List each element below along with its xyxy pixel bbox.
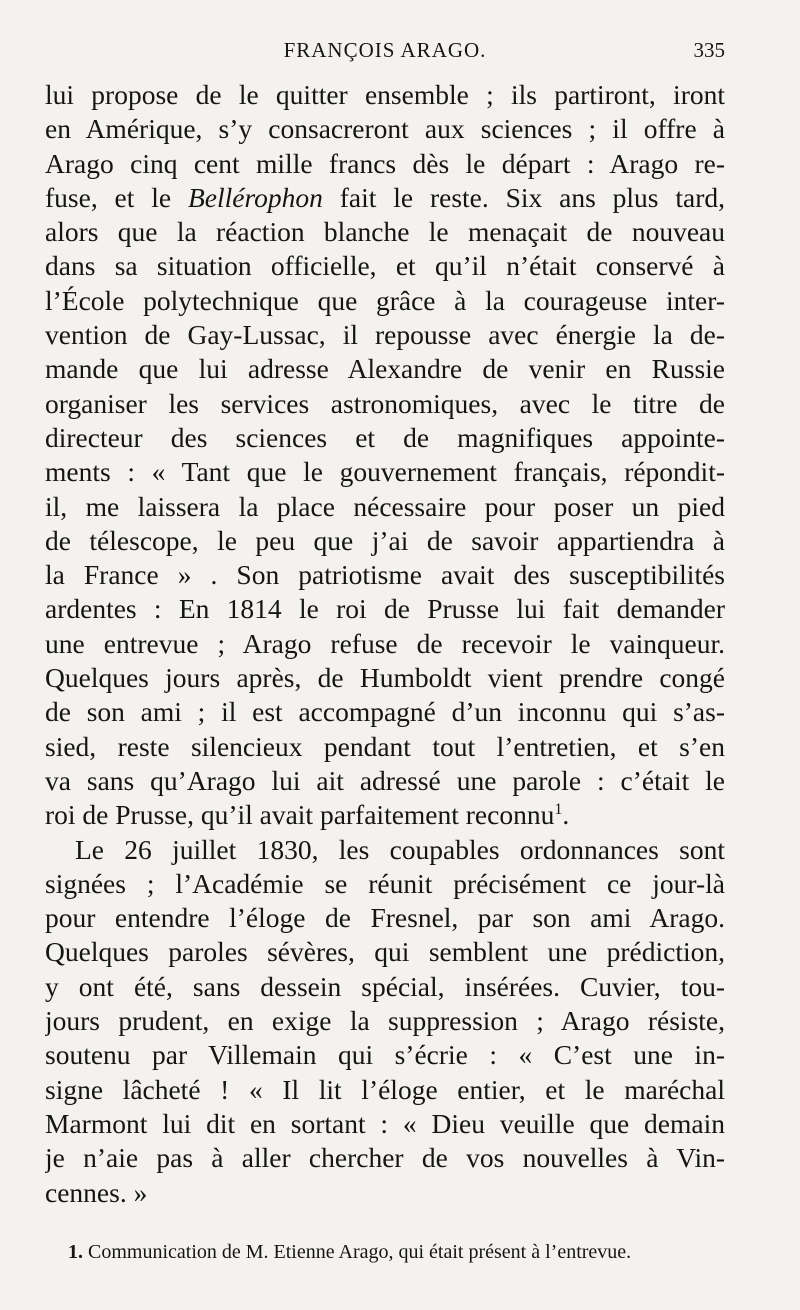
line-text: directeur des sciences et de magnifiques appointe- [45, 421, 725, 453]
line-text: soutenu par Villemain qui s’écrie : « C’est une in- [45, 1039, 725, 1071]
footnote-reference: 1 [554, 801, 563, 819]
line-text: de télescope, le peu que j’ai de savoir appartiendra à [45, 524, 725, 556]
text-line [45, 387, 725, 421]
running-title: FRANÇOIS ARAGO. [283, 38, 487, 62]
text-line [45, 249, 725, 283]
line-text: Arago cinq cent mille francs dès le départ : Arago re- [45, 147, 725, 179]
text-line [45, 181, 725, 215]
text-line [45, 935, 725, 969]
text-line [45, 970, 725, 1004]
text-line [45, 1141, 725, 1175]
text-line [45, 1176, 725, 1210]
line-text: Quelques paroles sévères, qui semblent une prédiction, [45, 936, 725, 968]
line-text: fuse, et le Bellérophon fait le reste. Six ans plus tard, [45, 181, 725, 213]
line-text: dans sa situation officielle, et qu’il n’était conservé à [45, 250, 725, 282]
text-line [45, 627, 725, 661]
line-text: ardentes : En 1814 le roi de Prusse lui fait demander [45, 593, 725, 625]
line-text: signées ; l’Académie se réunit précisément ce jour-là [45, 867, 725, 899]
text-line [45, 1004, 725, 1038]
running-head [45, 38, 725, 68]
text-line [45, 284, 725, 318]
line-text: Le 26 juillet 1830, les coupables ordonnances sont [75, 833, 725, 865]
text-line [45, 1038, 725, 1072]
text-line [45, 421, 725, 455]
text-line [45, 798, 725, 832]
line-text: cennes. » [45, 1176, 148, 1208]
line-text: lui propose de le quitter ensemble ; ils partiront, iront [45, 79, 725, 110]
footnote-marker: 1. [68, 1241, 83, 1263]
page-number: 335 [693, 38, 725, 62]
text-line [45, 147, 725, 181]
line-text: signe lâcheté ! « Il lit l’éloge entier, et le maréchal [45, 1073, 725, 1105]
text-line [45, 558, 725, 592]
line-text: sied, reste silencieux pendant tout l’entretien, et s’en [45, 730, 725, 762]
line-text: en Amérique, s’y consacreront aux sciences ; il offre à [45, 113, 725, 145]
line-text: il, me laissera la place nécessaire pour poser un pied [45, 490, 725, 522]
line-text: roi de Prusse, qu’il avait parfaitement reconnu [45, 799, 555, 831]
line-text: Marmont lui dit en sortant : « Dieu veuille que demain [45, 1107, 725, 1139]
line-text: l’École polytechnique que grâce à la courageuse inter- [45, 284, 725, 316]
text-line [45, 78, 725, 112]
text-line [45, 764, 725, 798]
text-line [45, 524, 725, 558]
text-line [45, 1073, 725, 1107]
line-text: une entrevue ; Arago refuse de recevoir le vainqueur. [45, 627, 725, 659]
line-text: Quelques jours après, de Humboldt vient prendre congé [45, 662, 725, 694]
text-line [45, 901, 725, 935]
text-line [45, 1107, 725, 1141]
body-text [45, 78, 725, 1210]
line-text: de son ami ; il est accompagné d’un inconnu qui s’as- [45, 696, 725, 728]
text-line [45, 318, 725, 352]
text-line [45, 833, 725, 867]
line-text: alors que la réaction blanche le menaçait de nouveau [45, 216, 725, 248]
footnote-text: Communication de M. Etienne Arago, qui était présent à l’entrevue. [88, 1241, 632, 1263]
line-text: y ont été, sans dessein spécial, insérées. Cuvier, tou- [45, 970, 725, 1002]
line-text: va sans qu’Arago lui ait adressé une parole : c’était le [45, 764, 725, 796]
text-line [45, 695, 725, 729]
line-text: vention de Gay-Lussac, il repousse avec énergie la de- [45, 319, 725, 351]
text-line [45, 352, 725, 386]
text-line [45, 730, 725, 764]
line-text: je n’aie pas à aller chercher de vos nouvelles à Vin- [45, 1142, 725, 1174]
footnote [68, 1238, 728, 1266]
text-line [45, 215, 725, 249]
line-text: organiser les services astronomiques, avec le titre de [45, 387, 725, 419]
line-trail: . [562, 799, 570, 831]
line-text: pour entendre l’éloge de Fresnel, par son ami Arago. [45, 902, 725, 934]
text-line [45, 661, 725, 695]
line-text: jours prudent, en exige la suppression ; Arago résiste, [45, 1005, 725, 1037]
line-text: mande que lui adresse Alexandre de venir en Russie [45, 353, 725, 385]
text-line [45, 455, 725, 489]
line-text: ments : « Tant que le gouvernement français, répondit- [45, 456, 725, 488]
text-line [45, 490, 725, 524]
text-line [45, 867, 725, 901]
text-line [45, 592, 725, 626]
line-text: la France » . Son patriotisme avait des susceptibilités [45, 559, 725, 591]
text-line [45, 112, 725, 146]
